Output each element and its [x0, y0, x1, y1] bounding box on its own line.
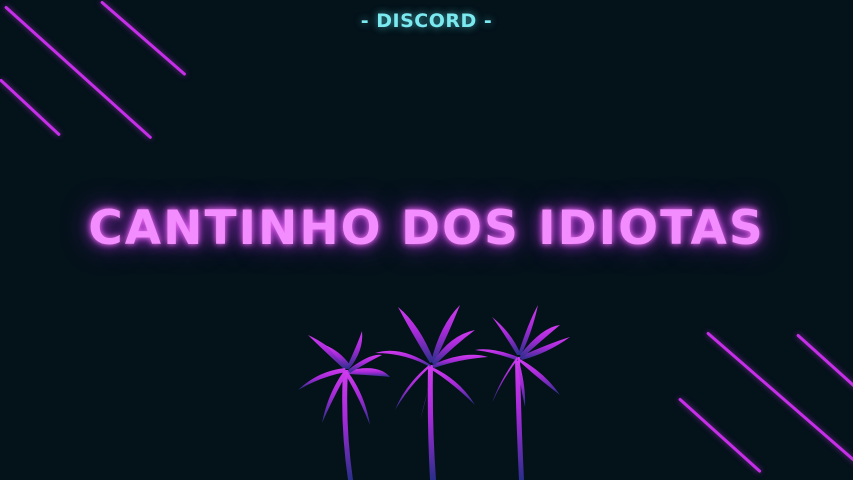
neon-stripe-top-left-3 [0, 78, 61, 136]
palm-trees-icon [270, 295, 590, 480]
neon-stripe-bottom-right-1 [706, 331, 853, 474]
discord-label: - DISCORD - [360, 10, 493, 32]
neon-stripe-bottom-right-2 [796, 333, 853, 389]
server-title: CANTINHO DOS IDIOTAS [88, 201, 765, 256]
neon-stripe-bottom-right-3 [678, 397, 762, 473]
